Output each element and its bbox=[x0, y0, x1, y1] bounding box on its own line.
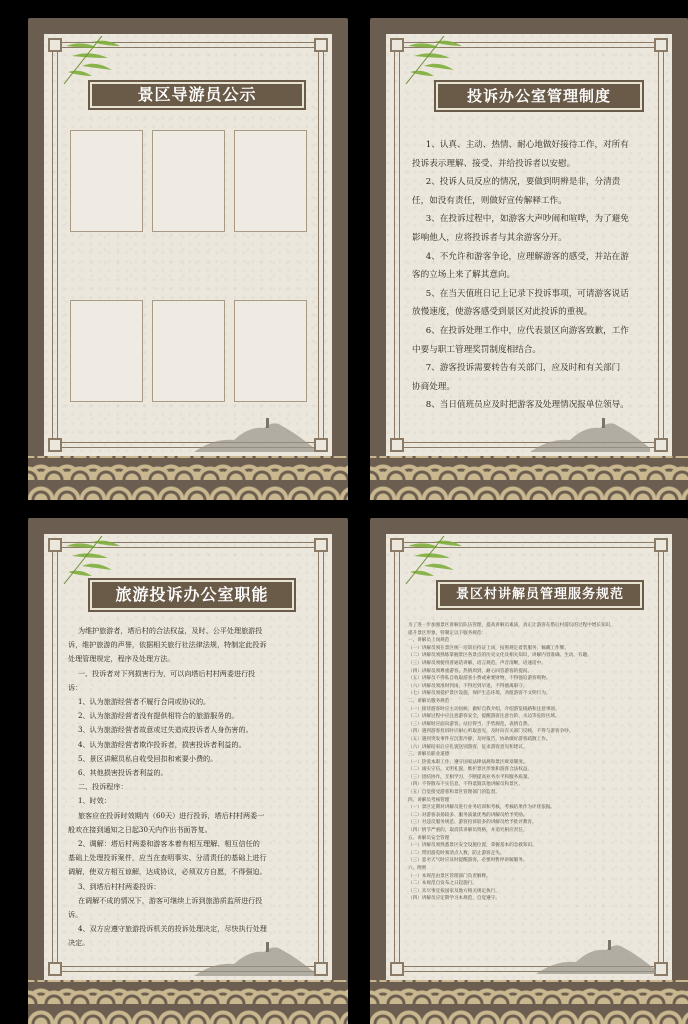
rule-line: 3、在投诉过程中，如游客大声吵闹和喧哗，为了避免 bbox=[425, 214, 629, 225]
standard-line: （一）讲解员须熟悉景区安全设施位置，掌握基本的急救知识。 bbox=[408, 843, 537, 849]
rule-line: 7、游客投诉需要转告有关部门，应及时和有关部门 bbox=[425, 363, 621, 374]
rules-text bbox=[412, 136, 652, 415]
standard-line: 三、讲解员职业道德 bbox=[408, 752, 450, 758]
board-paper bbox=[386, 534, 672, 980]
standard-line: （二）本规范自发布之日起施行。 bbox=[408, 881, 477, 887]
rule-line: 影响他人，应将投诉者与其余游客分开。 bbox=[412, 232, 567, 243]
photo-slot bbox=[70, 300, 143, 402]
standard-line: （二）诚实守信，文明礼貌，维护景区形象和游客合法权益。 bbox=[408, 767, 533, 773]
duty-line: 1、认为旅游经营者不履行合同或协议的。 bbox=[77, 697, 211, 707]
board-title: 投诉办公室管理制度 bbox=[436, 82, 642, 110]
duty-line: 决定。 bbox=[68, 938, 90, 948]
standard-line: （四）讲解员应定期学习本规范，自觉遵守。 bbox=[408, 896, 500, 902]
standard-line: （一）讲解员须在景区统一培训后持证上岗，按照规定着装服务，佩戴工作牌。 bbox=[408, 645, 569, 651]
duty-line: 4、双方应遵守旅游投诉机关的投诉处理决定，尽快执行处理 bbox=[77, 924, 267, 934]
rule-line: 5、在当天值班日记上记录下投诉事项，可请游客说话 bbox=[425, 288, 629, 299]
standard-line: （五）讲解员不得私自收取游客小费或索要财物，不得强迫游客购物。 bbox=[408, 676, 551, 682]
duty-line: 1、时效： bbox=[77, 796, 111, 806]
duty-line: 在调解不成的情况下，游客可继续上诉到旅游质监所进行投 bbox=[77, 895, 263, 905]
board-title: 景区导游员公示 bbox=[90, 82, 304, 108]
standard-line: （一）接待游客时应主动问候，做好自我介绍，介绍游览线路和注意事项。 bbox=[408, 706, 560, 712]
duty-line: 般欢在接到通知之日起30天内作出书面答复。 bbox=[68, 824, 212, 834]
rule-line: 6、在投诉处理工作中，应代表景区向游客致歉，工作 bbox=[425, 325, 629, 336]
standard-line: （四）不得散布不实信息，不得诋毁其他讲解员和景区。 bbox=[408, 782, 523, 788]
standard-line: （一）热爱本职工作，遵守国家法律法规和景区规章制度。 bbox=[408, 759, 528, 765]
bamboo-leaves-icon bbox=[62, 536, 126, 586]
standard-line: （六）讲解结束后应礼貌送别游客，征求游客意见和建议。 bbox=[408, 744, 528, 750]
standard-line: 五、讲解员安全管理 bbox=[408, 835, 450, 841]
photo-slot bbox=[70, 130, 143, 232]
board-paper bbox=[386, 34, 672, 456]
duty-line: 诉，维护旅游的声誉，依据相关旅行社法律法规，特制定此投诉 bbox=[68, 640, 267, 650]
duty-line: 调解，使双方相互谅解，达成协议，必须双方自愿，不得强迫。 bbox=[68, 867, 267, 877]
guide-notice-board bbox=[28, 18, 348, 500]
standard-line: （三）讲解员须使用普通话讲解，语言规范，声音清晰，语速适中。 bbox=[408, 660, 546, 666]
bamboo-leaves-icon bbox=[404, 36, 468, 86]
duty-line: 3、认为旅游经营者故意或过失造成投诉者人身伤害的。 bbox=[77, 725, 253, 735]
standard-line: 六、附则 bbox=[408, 866, 427, 871]
standard-line: （七）讲解员须爱护景区设施，保护生态环境，劝阻游客不文明行为。 bbox=[408, 691, 551, 697]
photo-slot bbox=[234, 300, 307, 402]
duty-line: 诉。 bbox=[68, 910, 83, 920]
mountain-ink-icon bbox=[194, 942, 314, 976]
standard-line: （二）对游客表扬较多、服务质量优秀的讲解员给予奖励。 bbox=[408, 812, 528, 818]
duty-line: 处理管理规定，程序及处理方法。 bbox=[68, 654, 175, 664]
standard-line: （三）对违反服务规范、游客投诉较多的讲解员给予批评教育。 bbox=[408, 820, 537, 826]
guide-service-standards-board bbox=[370, 518, 688, 1024]
rule-line: 2、投诉人员反应的情况，要做到明辨是非，分清责 bbox=[425, 177, 621, 188]
standard-line: （一）景区定期对讲解员进行业务培训和考核，考核结果作为评优依据。 bbox=[408, 805, 556, 811]
mountain-ink-icon bbox=[530, 418, 650, 452]
wave-pattern bbox=[28, 980, 348, 1024]
duty-line: 诉： bbox=[68, 682, 83, 692]
standard-line: 一、讲解员上岗规范 bbox=[408, 638, 450, 644]
duty-line: 6、其他损害投诉者利益的。 bbox=[77, 768, 168, 778]
tourism-complaint-office-duties-board bbox=[28, 518, 348, 1024]
standard-line: （一）本规范由景区管理部门负责解释。 bbox=[408, 873, 491, 879]
standard-line: （五）自觉接受游客和景区管理部门的监督。 bbox=[408, 790, 500, 796]
standard-line: （三）未尽事宜按国家及地方相关规定执行。 bbox=[408, 888, 500, 894]
duty-line: 旅客应在投诉时效期内（60天）进行投诉，塔后村村两委一 bbox=[77, 810, 265, 820]
standard-line: 提升景区形象，特制定以下服务规范： bbox=[408, 630, 487, 636]
mountain-ink-icon bbox=[194, 418, 314, 452]
duty-line: 4、认为旅游经营者欺诈投诉者，损害投诉者利益的。 bbox=[77, 739, 246, 749]
rule-line: 任，如没有责任，则做好宣传解释工作。 bbox=[412, 195, 567, 206]
rule-line: 4、不允许和游客争论，应理解游客的感受，并站在游 bbox=[425, 251, 629, 262]
board-paper bbox=[44, 34, 332, 456]
standard-line: （四）情节严重的，取消其讲解员资格，并追究相应责任。 bbox=[408, 828, 528, 834]
duties-text bbox=[68, 624, 316, 951]
duty-line: 2、调解：塔后村两委和游客本着有相互理解、相互信任的 bbox=[77, 839, 260, 849]
complaint-office-rules-board bbox=[370, 18, 688, 500]
rule-line: 协商处理。 bbox=[412, 381, 455, 392]
standard-line: （三）团结协作，互相学习，不断提高业务水平和服务质量。 bbox=[408, 774, 533, 780]
board-paper bbox=[44, 534, 332, 980]
photo-slot bbox=[152, 130, 225, 232]
duty-line: 基础上处理投诉案件，应当在查明事实、分清责任的基础上进行 bbox=[68, 853, 267, 863]
standard-line: （三）恶劣天气时应及时提醒游客，必要时暂停讲解服务。 bbox=[408, 858, 528, 864]
board-title: 景区村讲解员管理服务规范 bbox=[438, 582, 642, 608]
rule-line: 8、当日值班员应及时把游客及处理情况报单位领导。 bbox=[425, 400, 629, 411]
standard-line: （二）讲解员须熟练掌握景区各景点的历史文化及相关知识，讲解内容准确、生动、有趣。 bbox=[408, 653, 592, 659]
duty-line: 2、认为旅游经营者没有提供相符合的旅游服务的。 bbox=[77, 711, 239, 721]
rule-line: 客的立场上来了解其意向。 bbox=[412, 270, 516, 281]
standard-line: （四）讲解员须尊重游客，热情周到，耐心回答游客的提问。 bbox=[408, 668, 533, 674]
duty-line: 一、投诉者对下列损害行为，可以向塔后村村两委进行投 bbox=[77, 668, 256, 678]
rule-line: 放慢速度，使游客感受到景区对此投诉的重视。 bbox=[412, 307, 593, 318]
duty-line: 为维护旅游者，塔后村的合法权益，及时、公平处理旅游投 bbox=[77, 626, 263, 635]
standard-line: （六）讲解员须准时到岗，不得迟到早退，不得擅离职守。 bbox=[408, 683, 528, 689]
standard-line: （三）讲解时应面向游客，站位得当，手势规范，表情自然。 bbox=[408, 721, 533, 727]
duty-line: 3、到塔后村村两委投诉： bbox=[77, 881, 161, 891]
standard-line: （四）遇到游客投诉时应耐心听取意见，及时向有关部门反映，不得与游客争吵。 bbox=[408, 729, 574, 735]
duty-line: 5、景区讲解员私自收受回扣和索要小费的。 bbox=[77, 753, 218, 763]
standard-line: （二）讲解过程中应注意游客安全，提醒游客注意台阶、水边等危险区域。 bbox=[408, 714, 560, 720]
photo-slot bbox=[234, 130, 307, 232]
standard-line: 四、讲解员考核管理 bbox=[408, 797, 450, 803]
standard-line: 为了进一步加强景区讲解员队伍管理，提高讲解员素质，真正让游客在塔后村游玩的过程中增长知识， bbox=[408, 623, 615, 628]
wave-pattern bbox=[370, 980, 688, 1024]
rule-line: 中要与职工管理奖罚制度相结合。 bbox=[412, 344, 541, 355]
standard-line: （二）带团游览时须清点人数，防止游客走失。 bbox=[408, 850, 505, 856]
bamboo-leaves-icon bbox=[62, 36, 126, 86]
standard-line: 二、讲解员服务规范 bbox=[408, 698, 450, 704]
board-title: 旅游投诉办公室职能 bbox=[90, 580, 294, 610]
rule-line: 投诉表示理解、接受、并给投诉者以安慰。 bbox=[412, 158, 576, 169]
mountain-ink-icon bbox=[536, 940, 656, 974]
standard-line: （五）遇到突发事件应沉着冷静，及时报告，协助做好游客疏散工作。 bbox=[408, 736, 551, 742]
wave-pattern bbox=[370, 456, 688, 500]
rule-line: 1、认真、主动、热情、耐心地做好接待工作，对所有 bbox=[425, 140, 629, 150]
duty-line: 二、投诉程序： bbox=[77, 782, 128, 792]
wave-pattern bbox=[28, 456, 348, 500]
bamboo-leaves-icon bbox=[404, 536, 468, 586]
photo-slot bbox=[152, 300, 225, 402]
standards-text bbox=[408, 622, 652, 903]
